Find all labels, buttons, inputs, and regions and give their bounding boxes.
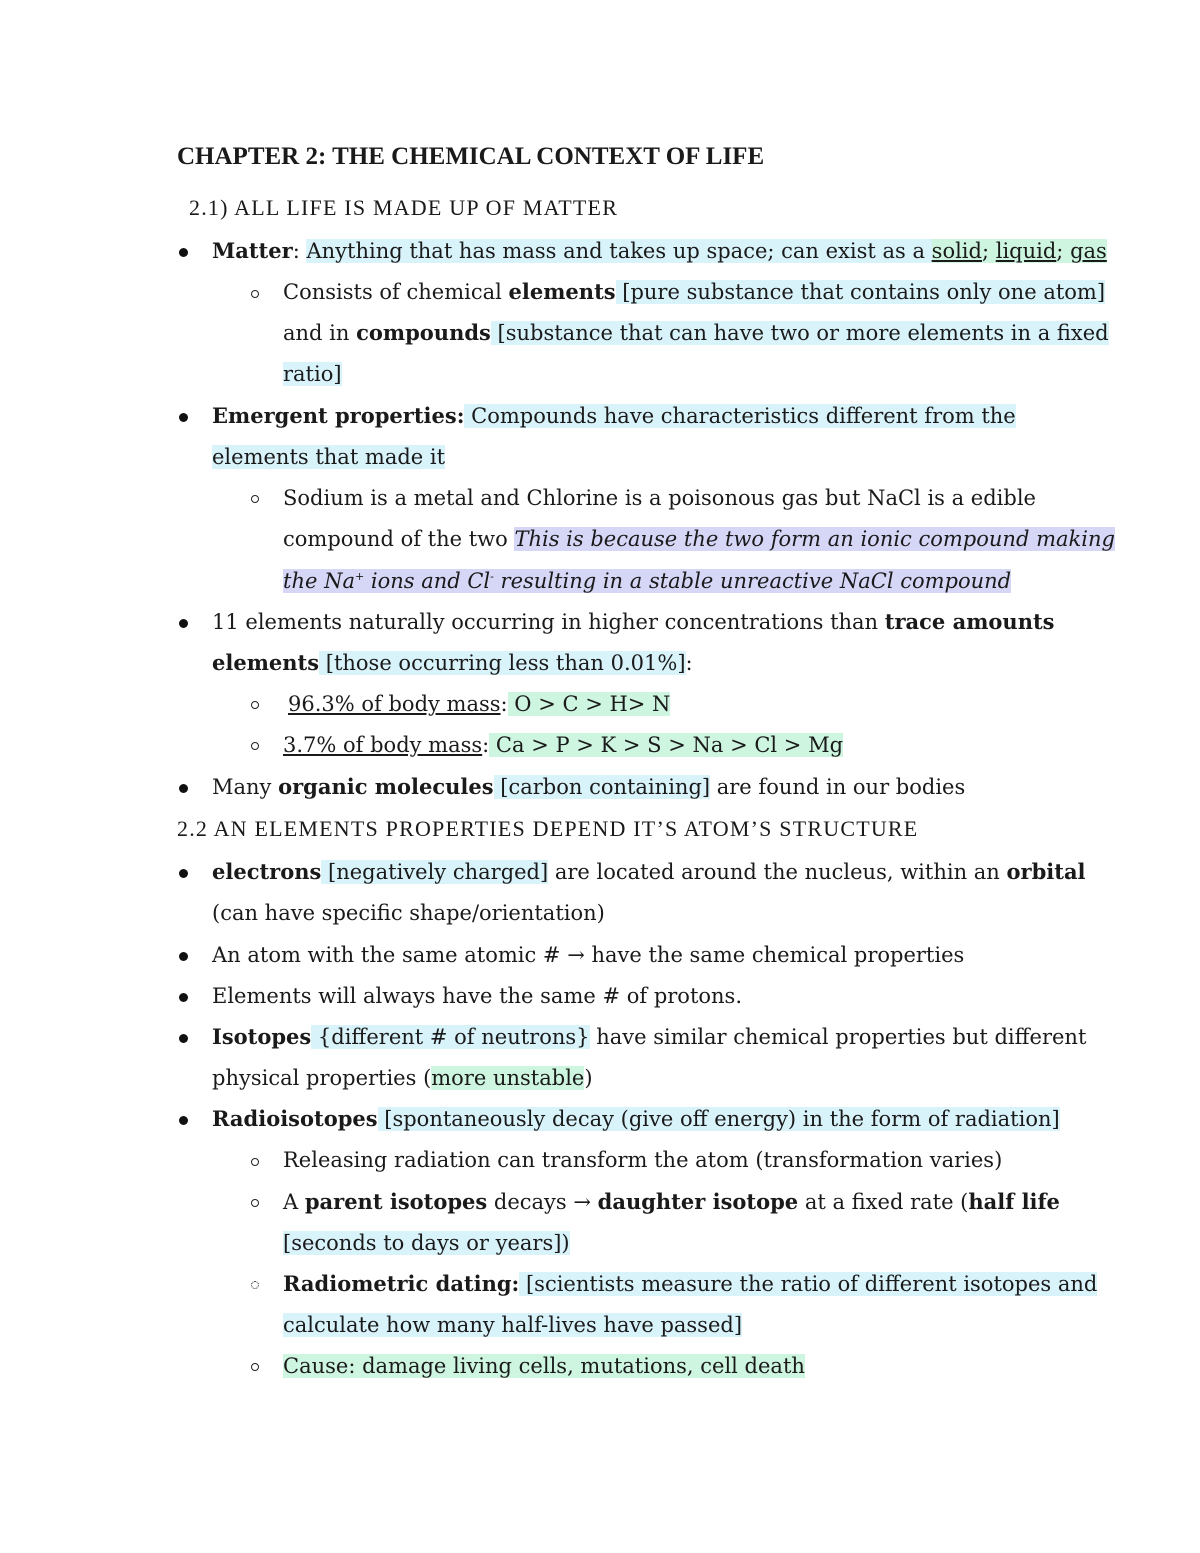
- section-heading-2-1: 2.1) ALL LIFE IS MADE UP OF MATTER: [189, 195, 619, 220]
- term-compounds: compounds: [356, 320, 491, 345]
- bullet-icon: [179, 993, 188, 1002]
- page-title: CHAPTER 2: THE CHEMICAL CONTEXT OF LIFE: [177, 143, 765, 170]
- list-item-parent-cont: [seconds to days or years]): [283, 1231, 570, 1255]
- list-item-eleven-elements: 11 elements naturally occurring in higher concentrations than trace amounts: [212, 609, 1055, 634]
- list-item-radiometric-cont: calculate how many half-lives have passed]: [283, 1313, 743, 1337]
- list-item-sodium: Sodium is a metal and Chlorine is a poisonous gas but NaCl is a edible: [283, 486, 1036, 510]
- bullet-icon: [179, 784, 188, 793]
- list-item-matter: Matter: Anything that has mass and takes up space; can exist as a solid; liquid; gas: [212, 238, 1107, 263]
- bullet-icon: [179, 248, 188, 257]
- sub-bullet-icon: [251, 1158, 259, 1166]
- term-half-life: half life: [968, 1189, 1060, 1214]
- term-radioisotopes: Radioisotopes: [212, 1106, 378, 1131]
- definition-emergent: Compounds have characteristics different from the: [464, 404, 1016, 428]
- sub-bullet-icon: [251, 1281, 259, 1289]
- list-item-consists-cont: and in compounds [substance that can have two or more elements in a fixed: [283, 320, 1109, 345]
- list-item-atomic-number: An atom with the same atomic # → have the same chemical properties: [212, 943, 965, 967]
- sub-bullet-icon: [251, 742, 259, 750]
- definition-compounds: [substance that can have two or more elements in a fixed: [490, 321, 1109, 345]
- bullet-icon: [179, 1034, 188, 1043]
- list-item-emergent: [212, 398, 1016, 434]
- list-item-organic: Many organic molecules [carbon containing] are found in our bodies: [212, 774, 966, 799]
- list-item-consists: Consists of chemical elements [pure substance that contains only one atom]: [283, 279, 1106, 304]
- term-radiometric-dating: Radiometric dating:: [283, 1271, 520, 1296]
- bullet-icon: [179, 413, 188, 422]
- sub-bullet-icon: [251, 495, 259, 503]
- state-gas: gas: [1070, 239, 1107, 263]
- list-item-electrons: electrons [negatively charged] are located around the nucleus, within an orbital: [212, 859, 1086, 884]
- list-item-radioisotopes: Radioisotopes [spontaneously decay (give off energy) in the form of radiation]: [212, 1106, 1060, 1131]
- bullet-icon: [179, 619, 188, 628]
- list-item-protons: Elements will always have the same # of protons.: [212, 984, 743, 1008]
- bullet-icon: [179, 952, 188, 961]
- state-liquid: liquid: [995, 239, 1057, 263]
- term-isotopes: Isotopes: [212, 1024, 312, 1049]
- sub-bullet-icon: [251, 1363, 259, 1371]
- term-organic-molecules: organic molecules: [278, 774, 494, 799]
- term-daughter-isotope: daughter isotope: [597, 1189, 799, 1214]
- bullet-icon: [179, 869, 188, 878]
- term-trace-amounts: trace amounts: [884, 609, 1055, 634]
- list-item-mass-37: 3.7% of body mass: Ca > P > K > S > Na > Cl > Mg: [283, 733, 844, 757]
- sub-bullet-icon: [251, 1199, 259, 1207]
- state-solid: solid: [931, 239, 982, 263]
- element-order-major: O > C > H> N: [507, 692, 671, 716]
- term-elements: elements: [508, 279, 616, 304]
- list-item-sodium-cont: compound of the two This is because the two form an ionic compound making: [283, 527, 1115, 551]
- definition-matter: Anything that has mass and takes up space; can exist as a: [306, 239, 932, 263]
- list-item-sodium-cont2: the Na+ ions and Cl- resulting in a stable unreactive NaCl compound: [283, 569, 1012, 593]
- term-emergent-properties: Emergent properties:: [212, 403, 465, 428]
- term-electrons: electrons: [212, 859, 322, 884]
- bullet-icon: [179, 1116, 188, 1125]
- definition-elements: [pure substance that contains only one atom]: [615, 280, 1106, 304]
- list-item-isotopes-cont: physical properties (more unstable): [212, 1066, 593, 1090]
- list-item-mass-96: 96.3% of body mass: O > C > H> N: [288, 692, 671, 716]
- definition-trace: [those occurring less than 0.01%]: [319, 651, 686, 675]
- list-item-isotopes: Isotopes {different # of neutrons} have similar chemical properties but different: [212, 1024, 1087, 1049]
- element-order-minor: Ca > P > K > S > Na > Cl > Mg: [489, 733, 844, 757]
- list-item-emergent-cont: elements that made it: [212, 445, 446, 469]
- sub-bullet-icon: [251, 701, 259, 709]
- list-item-releasing: Releasing radiation can transform the atom (transformation varies): [283, 1148, 1003, 1172]
- term-parent-isotopes: parent isotopes: [304, 1189, 488, 1214]
- list-item-eleven-cont: elements [those occurring less than 0.01%]:: [212, 650, 693, 675]
- list-item-cause: Cause: damage living cells, mutations, cell death: [283, 1354, 805, 1378]
- list-item-parent-isotope: A parent isotopes decays → daughter isotope at a fixed rate (half life: [283, 1189, 1060, 1214]
- term-matter: Matter: [212, 238, 293, 263]
- list-item-radiometric: Radiometric dating: [scientists measure the ratio of different isotopes and: [283, 1271, 1098, 1296]
- term-orbital: orbital: [1006, 859, 1086, 884]
- sub-bullet-icon: [251, 290, 259, 298]
- list-item-electrons-cont: (can have specific shape/orientation): [212, 901, 605, 925]
- list-item-consists-cont2: ratio]: [283, 362, 342, 386]
- ionic-explanation: This is because the two form an ionic compound making: [514, 527, 1115, 551]
- section-heading-2-2: 2.2 AN ELEMENTS PROPERTIES DEPEND IT’S ATOM’S STRUCTURE: [177, 816, 919, 841]
